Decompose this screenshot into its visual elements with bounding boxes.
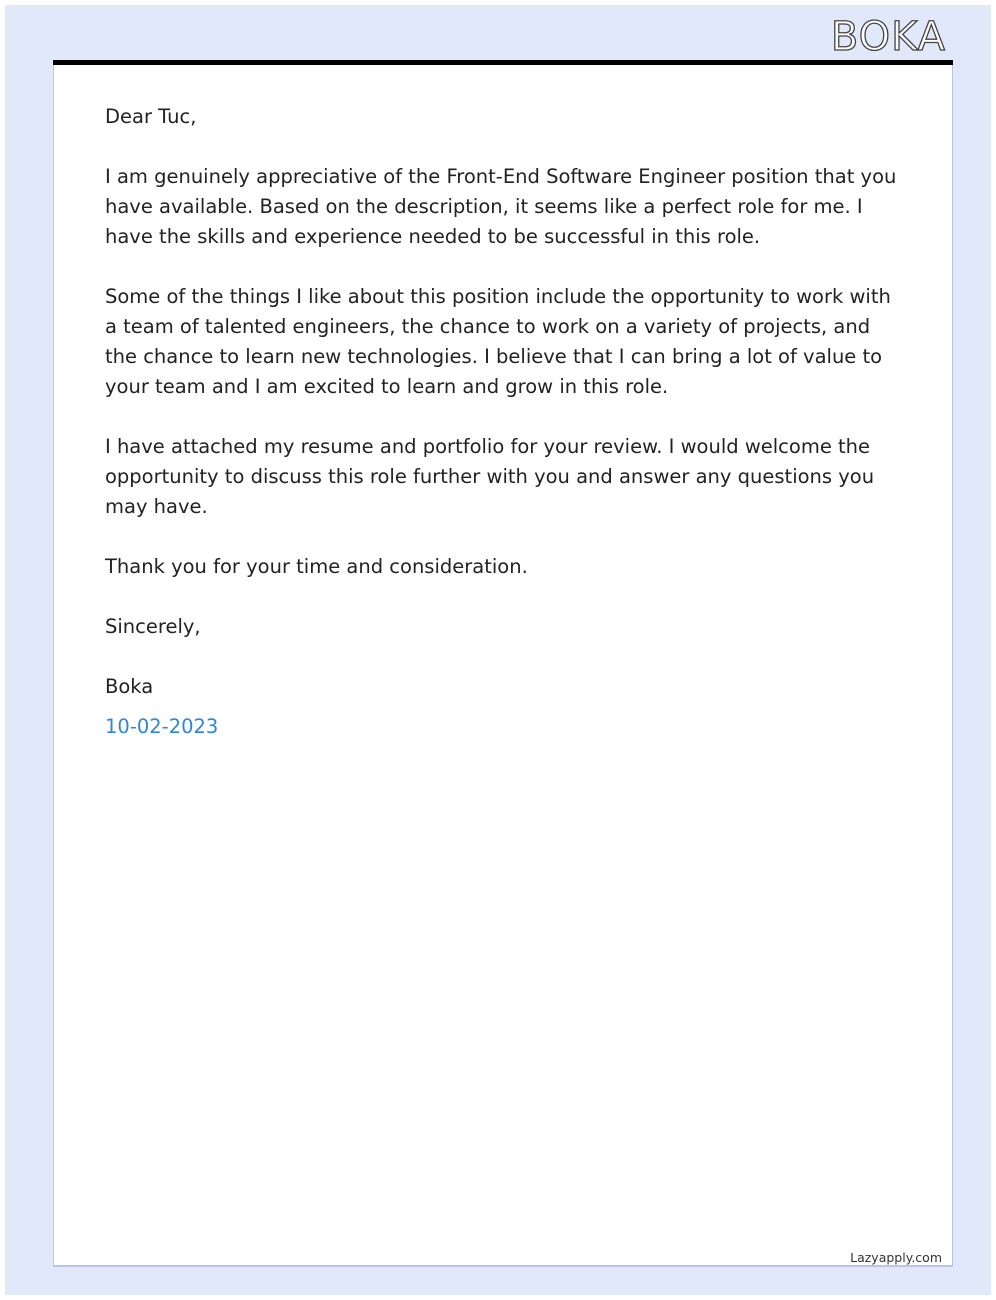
letter-date: 10-02-2023 — [105, 715, 219, 738]
paragraph-attachments: I have attached my resume and portfolio for your review. I would welcome the opportunity to discuss this role further with you and answer any questions you may have. — [105, 435, 875, 518]
brand-logo: BOKA — [830, 14, 946, 60]
closing: Sincerely, — [105, 615, 201, 638]
footer-credit: Lazyapply.com — [850, 1250, 942, 1265]
signature: Boka — [105, 675, 154, 698]
letter-sheet — [53, 65, 953, 1267]
page-background — [5, 5, 991, 1295]
letter-body — [105, 102, 905, 742]
paragraph-thanks: Thank you for your time and consideration. — [105, 555, 528, 578]
greeting: Dear Tuc, — [105, 105, 197, 128]
paragraph-intro: I am genuinely appreciative of the Front-End Software Engineer position that you have available. Based on the description, it seems like a perfect role for me. I have the skills and experience needed to be successful in this role. — [105, 165, 897, 248]
paragraph-interests: Some of the things I like about this position include the opportunity to work with a team of talented engineers, the chance to work on a variety of projects, and the chance to learn new technologies. I believe that I can bring a lot of value to your team and I am excited to learn and grow in this role. — [105, 285, 891, 398]
